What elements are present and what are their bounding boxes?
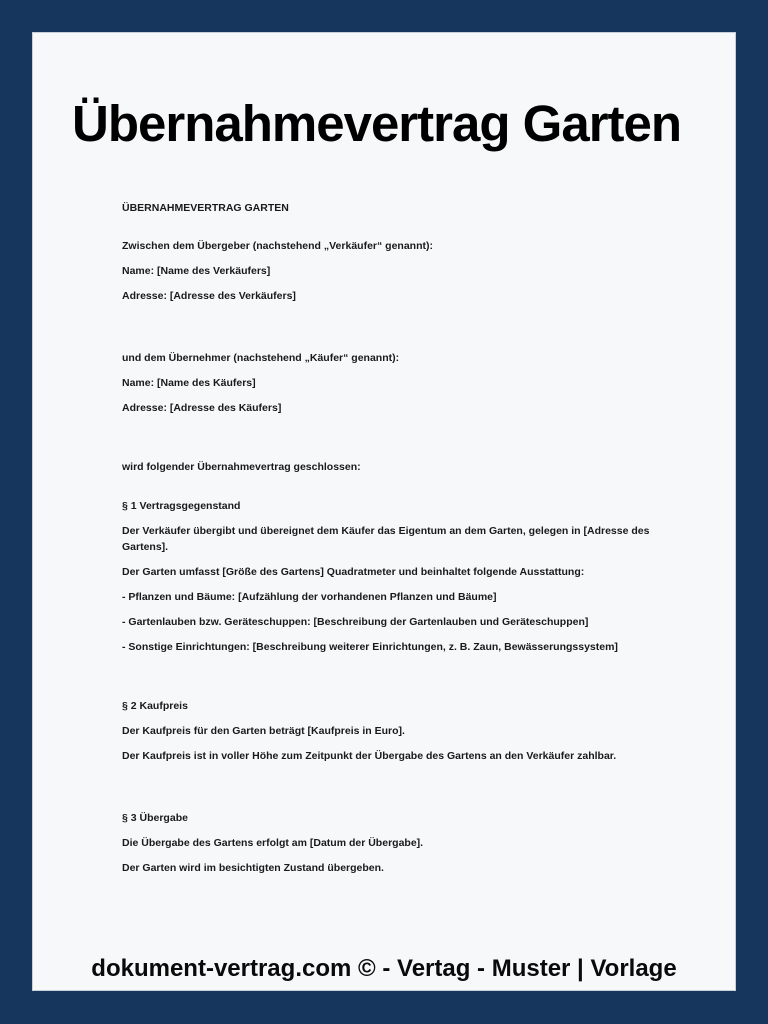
- page-title: Übernahmevertrag Garten: [72, 95, 682, 152]
- seller-address-line: Adresse: [Adresse des Verkäufers]: [122, 290, 296, 302]
- buyer-name-line: Name: [Name des Käufers]: [122, 377, 256, 389]
- footer-branding: dokument-vertrag.com © - Vertag - Muster | Vorlage: [91, 955, 677, 982]
- preamble-line: wird folgender Übernahmevertrag geschlossen:: [122, 461, 361, 473]
- section-2-heading: § 2 Kaufpreis: [122, 700, 188, 712]
- buyer-intro-line: und dem Übernehmer (nachstehend „Käufer“ genannt):: [122, 352, 400, 364]
- section-2-paragraph-2: Der Kaufpreis ist in voller Höhe zum Zeitpunkt der Übergabe des Gartens an den Verkäufer zahlbar.: [122, 750, 617, 762]
- section-3-paragraph-2: Der Garten wird im besichtigten Zustand übergeben.: [122, 862, 384, 874]
- contract-heading: ÜBERNAHMEVERTRAG GARTEN: [122, 202, 289, 214]
- section-1-bullet-plants: - Pflanzen und Bäume: [Aufzählung der vorhandenen Pflanzen und Bäume]: [122, 591, 497, 603]
- seller-name-line: Name: [Name des Verkäufers]: [122, 265, 271, 277]
- section-3-paragraph-1: Die Übergabe des Gartens erfolgt am [Datum der Übergabe].: [122, 837, 424, 849]
- document-page: [33, 33, 735, 990]
- seller-intro-line: Zwischen dem Übergeber (nachstehend „Verkäufer“ genannt):: [122, 240, 433, 252]
- section-1-heading: § 1 Vertragsgegenstand: [122, 500, 241, 512]
- section-3-heading: § 3 Übergabe: [122, 812, 188, 824]
- section-1-paragraph-2: Der Garten umfasst [Größe des Gartens] Quadratmeter und beinhaltet folgende Ausstattung:: [122, 566, 585, 578]
- section-1-bullet-other: - Sonstige Einrichtungen: [Beschreibung weiterer Einrichtungen, z. B. Zaun, Bewässerungssystem]: [122, 641, 618, 653]
- section-2-paragraph-1: Der Kaufpreis für den Garten beträgt [Kaufpreis in Euro].: [122, 725, 405, 737]
- contract-body: [122, 200, 682, 876]
- section-1-paragraph-1: Der Verkäufer übergibt und übereignet dem Käufer das Eigentum an dem Garten, gelegen in [Adresse des Gartens].: [122, 525, 650, 553]
- buyer-address-line: Adresse: [Adresse des Käufers]: [122, 402, 282, 414]
- section-1-bullet-sheds: - Gartenlauben bzw. Geräteschuppen: [Beschreibung der Gartenlauben und Geräteschuppen]: [122, 616, 589, 628]
